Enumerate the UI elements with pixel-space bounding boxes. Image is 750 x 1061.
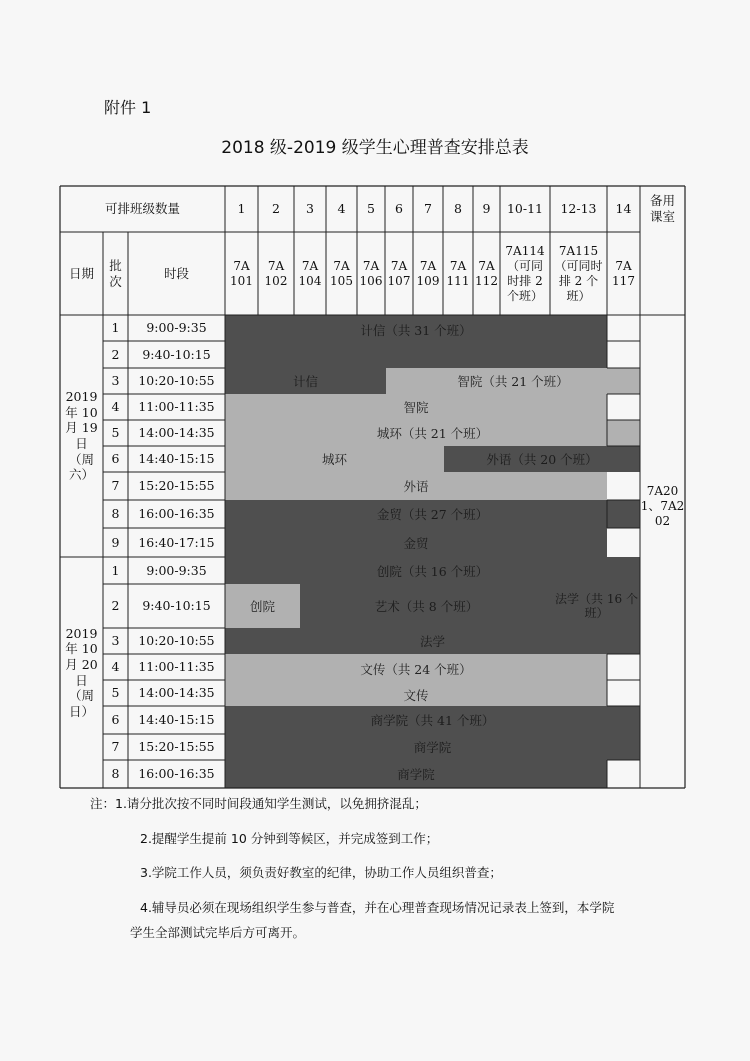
schedule-bar: 外语: [225, 472, 607, 500]
note-4-cont: 学生全部测试完毕后方可离开。: [130, 924, 306, 940]
room-label: 7A 111: [446, 258, 470, 288]
attachment-label: 附件 1: [104, 98, 152, 117]
room-label: 7A114（可同时排 2 个班）: [505, 243, 545, 303]
schedule-bar: 计信（共 31 个班）: [225, 315, 607, 368]
batch-number: 6: [111, 451, 120, 467]
schedule-bar: 创院: [225, 584, 300, 628]
schedule-bar: 金贸: [225, 528, 607, 557]
note-1: 注：1.请分批次按不同时间段通知学生测试，以免拥挤混乱；: [90, 796, 427, 811]
room-label: 7A 107: [387, 258, 411, 288]
batch-number: 3: [111, 373, 120, 389]
class-number: 10-11: [506, 201, 544, 217]
time-label: 时段: [163, 265, 189, 281]
schedule-bar: 外语（共 20 个班）: [444, 446, 640, 472]
room-label: 7A 101: [230, 258, 253, 288]
batch-number: 7: [111, 478, 120, 494]
backup-label: 备用课室: [649, 193, 675, 224]
batch-number: 6: [111, 712, 120, 728]
time-slot: 16:40-17:15: [138, 534, 215, 550]
time-slot: 9:40-10:15: [142, 598, 211, 614]
time-slot: 16:00-16:35: [138, 766, 215, 782]
schedule-bar: 艺术（共 8 个班）: [300, 584, 553, 628]
class-number: 5: [367, 201, 375, 217]
class-number: 12-13: [560, 201, 597, 217]
notes: [90, 796, 660, 959]
room-label: 7A 117: [612, 258, 635, 288]
day-1-date: 2019 年 10 月 19 日（周六）: [65, 389, 98, 483]
backup-rooms: 7A201、7A202: [640, 483, 685, 528]
batch-number: 9: [111, 534, 120, 550]
schedule-bar: 商学院（共 41 个班）: [225, 706, 640, 734]
batch-number: 2: [111, 346, 120, 362]
batch-number: 2: [111, 598, 120, 614]
room-label: 7A 104: [298, 258, 322, 288]
class-number: 9: [482, 201, 491, 217]
time-slot: 15:20-15:55: [138, 478, 215, 494]
batch-number: 4: [111, 659, 120, 675]
bar-label: 文传: [403, 688, 429, 703]
time-slot: 11:00-11:35: [138, 659, 215, 675]
schedule-bar: 计信: [225, 368, 386, 394]
time-slot: 15:20-15:55: [138, 739, 215, 755]
room-label: 7A115（可同时排 2 个班）: [554, 243, 603, 303]
date-label: 日期: [68, 265, 94, 281]
time-slot: 16:00-16:35: [138, 506, 215, 522]
schedule-bar: 智院: [225, 394, 607, 420]
time-slot: 10:20-10:55: [138, 373, 215, 389]
room-label: 7A 106: [359, 258, 383, 288]
class-number: 4: [337, 201, 346, 217]
class-number: 14: [615, 201, 632, 217]
room-label: 7A 105: [330, 258, 353, 288]
day-2-date: 2019 年 10 月 20 日（周日）: [65, 625, 98, 719]
schedule-bar: 金贸（共 27 个班）: [225, 500, 640, 528]
bar-label: 文传（共 24 个班）: [360, 662, 472, 677]
batch-number: 3: [111, 633, 120, 649]
class-number: 7: [424, 201, 432, 217]
batch-label: 批次: [109, 257, 122, 289]
time-slot: 9:00-9:35: [146, 562, 207, 578]
class-number: 6: [395, 201, 403, 217]
schedule-bar: 商学院: [225, 734, 640, 760]
schedule-bar: 法学（共 16 个班）: [553, 584, 640, 628]
note-3: 3.学院工作人员，须负责好教室的纪律，协助工作人员组织普查；: [140, 865, 502, 881]
batch-number: 4: [111, 399, 120, 415]
batch-number: 8: [111, 506, 120, 522]
batch-number: 7: [111, 739, 120, 755]
batch-number: 1: [111, 320, 120, 336]
time-slot: 14:00-14:35: [138, 685, 215, 701]
time-slot: 11:00-11:35: [138, 399, 215, 415]
time-slot: 9:40-10:15: [142, 346, 211, 362]
batch-number: 5: [111, 425, 120, 441]
room-label: 7A 109: [416, 258, 440, 288]
class-number: 8: [454, 201, 462, 217]
batch-number: 8: [111, 766, 120, 782]
page-title: 2018 级-2019 级学生心理普查安排总表: [221, 138, 529, 158]
schedule-bar: 创院（共 16 个班）: [225, 557, 640, 584]
schedule-bar: 智院（共 21 个班）: [386, 368, 640, 394]
schedule-bar: 商学院: [225, 760, 607, 788]
schedule-bar: 城环（共 21 个班）: [225, 420, 640, 446]
note-4: 4.辅导员必须在现场组织学生参与普查，并在心理普查现场情况记录表上签到，本学院: [140, 899, 615, 915]
class-number: 3: [306, 201, 314, 217]
time-slot: 14:40-15:15: [138, 712, 215, 728]
class-number: 2: [272, 201, 280, 217]
room-label: 7A 112: [475, 258, 498, 288]
batch-number: 5: [111, 685, 120, 701]
schedule-bar: 法学: [225, 628, 640, 654]
room-label: 7A 102: [264, 258, 288, 288]
time-slot: 10:20-10:55: [138, 633, 215, 649]
schedule-bar: 城环: [225, 446, 444, 472]
time-slot: 14:00-14:35: [138, 425, 215, 441]
class-number: 1: [237, 201, 246, 217]
time-slot: 14:40-15:15: [138, 451, 215, 467]
count-label: 可排班级数量: [104, 201, 180, 217]
time-slot: 9:00-9:35: [146, 320, 207, 336]
note-2: 2.提醒学生提前 10 分钟到等候区，并完成签到工作；: [140, 830, 439, 846]
batch-number: 1: [111, 562, 120, 578]
